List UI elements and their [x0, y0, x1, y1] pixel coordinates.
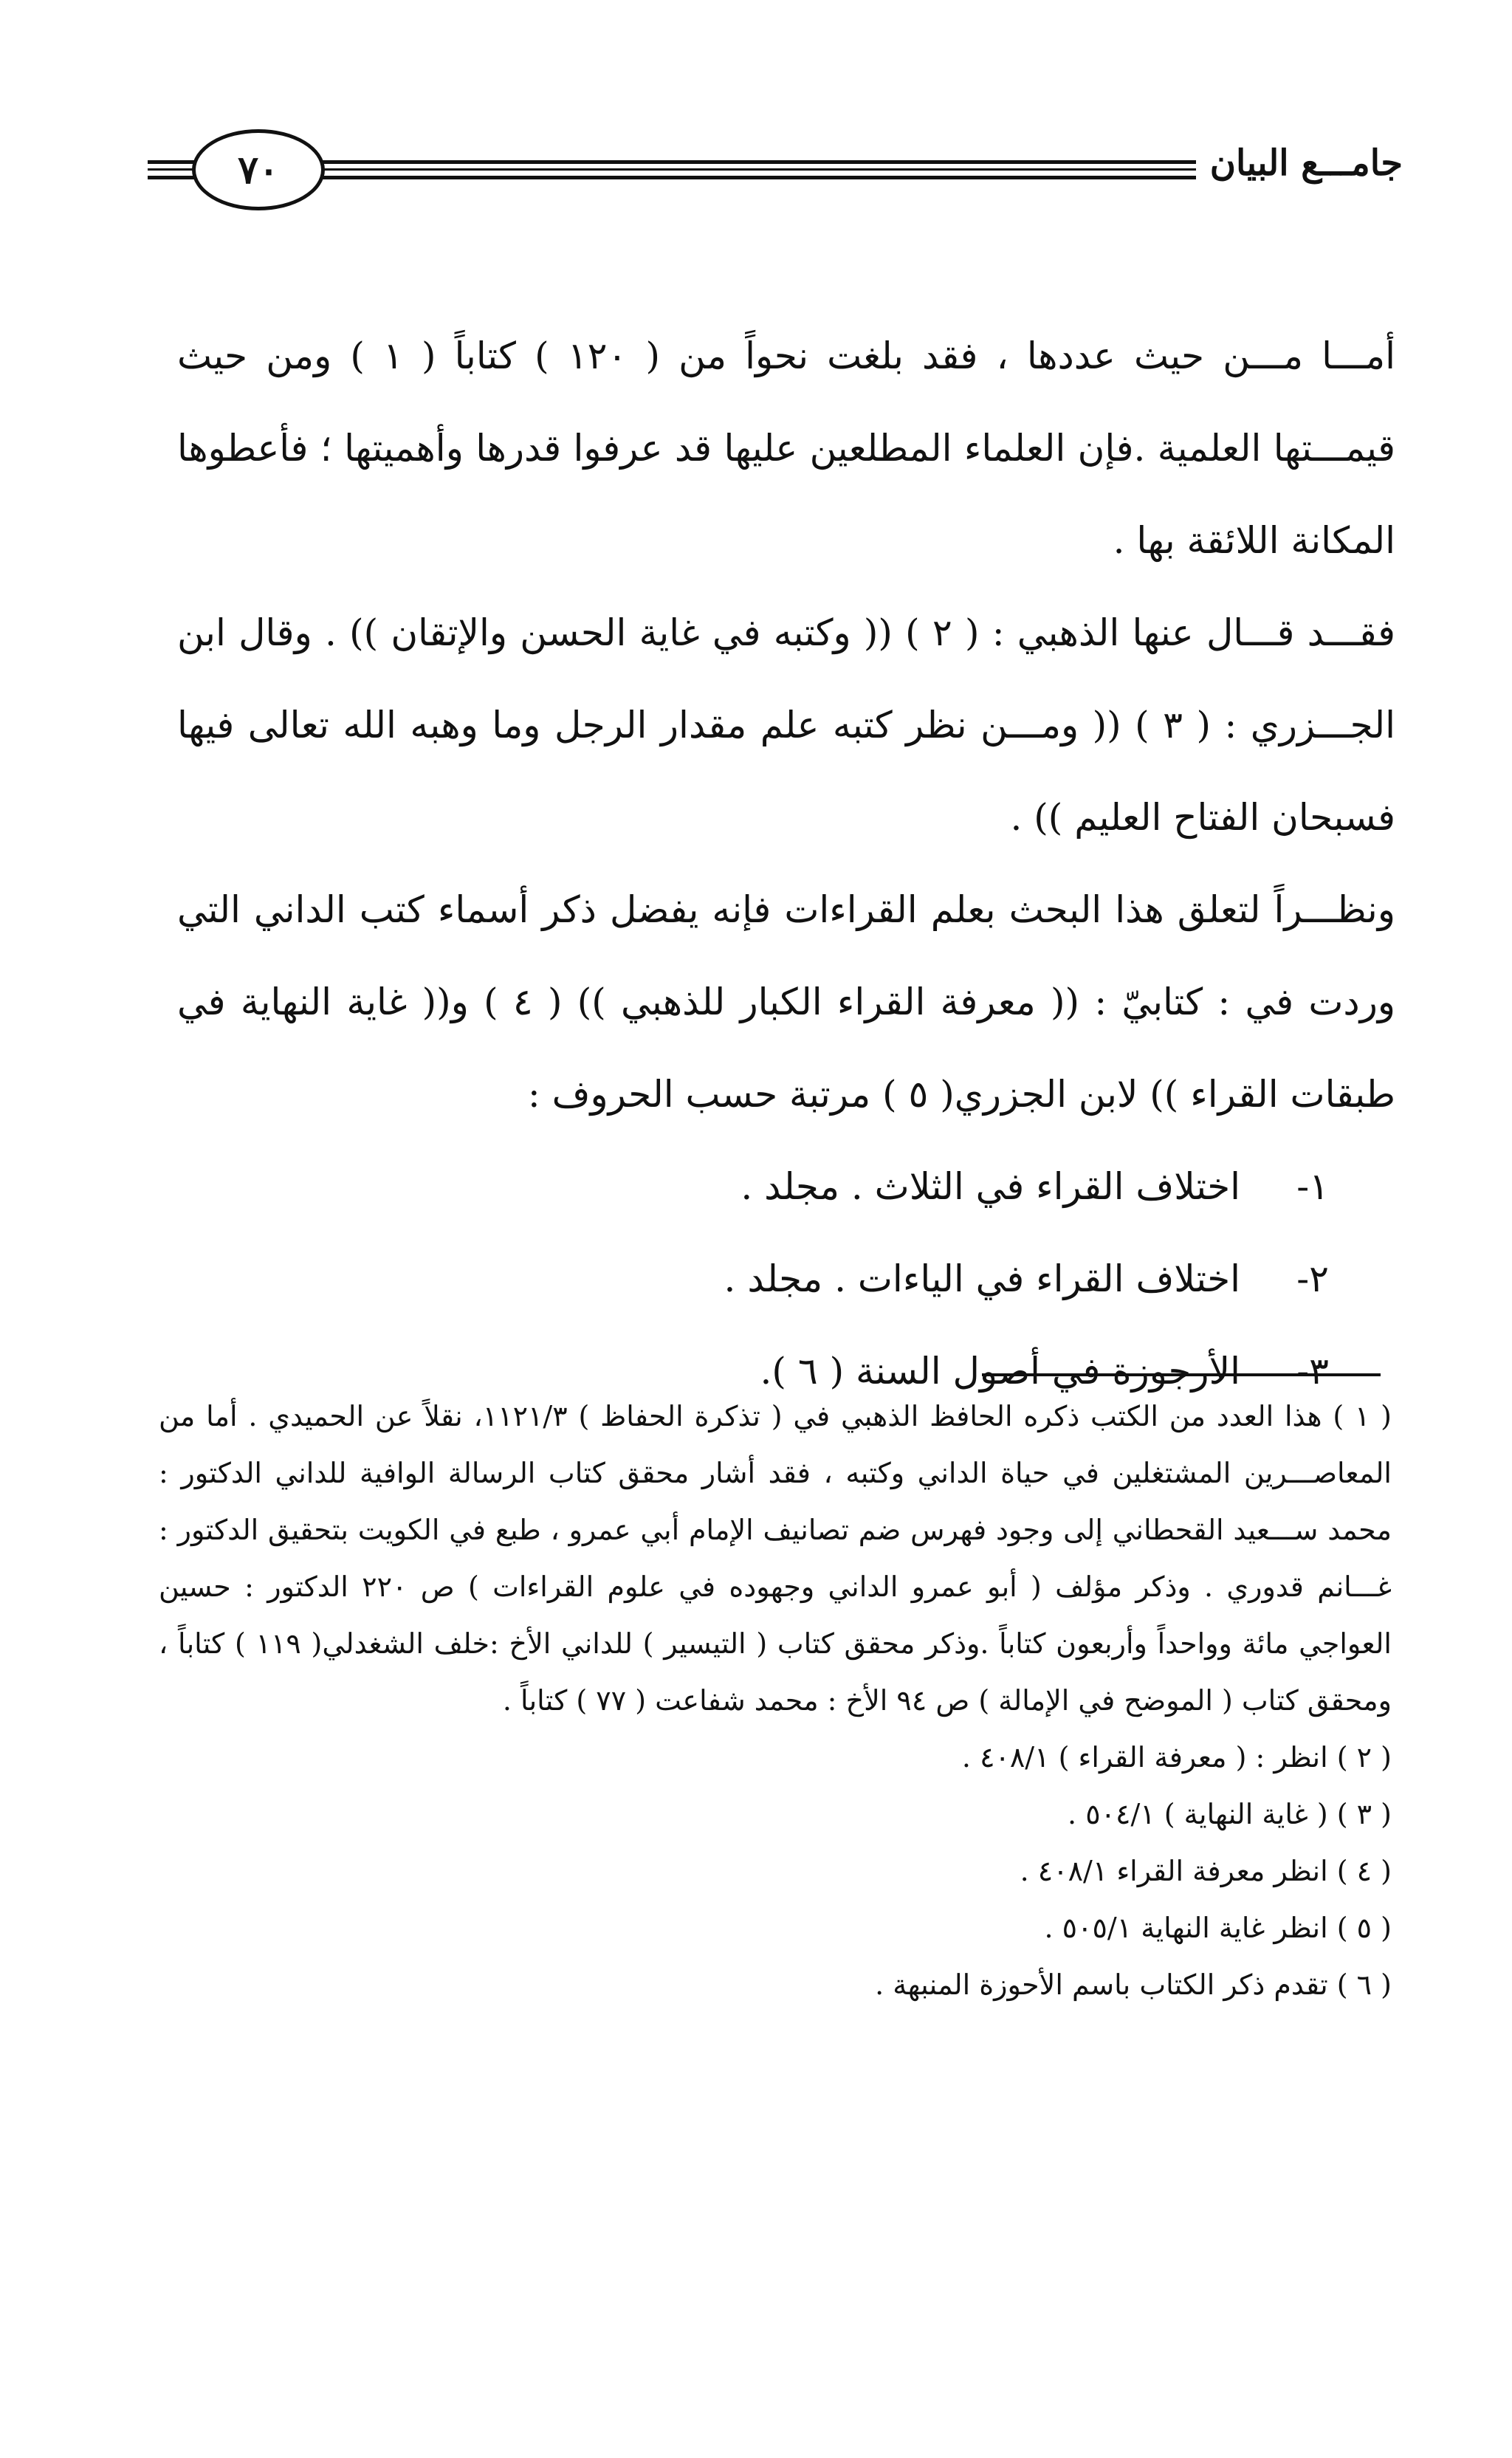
- list-item: [177, 1141, 1329, 1233]
- footnote: ( ٣ ) ( غاية النهاية ) ٥٠٤/١ .: [1068, 1798, 1392, 1830]
- footnote: ( ٤ ) انظر معرفة القراء ٤٠٨/١ .: [1020, 1855, 1392, 1887]
- paragraph: فقـــد قـــال عنها الذهبي : ( ٢ ) (( وكتبه في غاية الحسن والإتقان )) . وقال ابن الجـــزري : ( ٣ ) (( ومـــن نظر كتبه علم مقدار الرجل وما وهبه الله تعالى فيها فسبحان الفتاح العليم )) .: [177, 611, 1395, 839]
- list-item: [177, 1233, 1329, 1325]
- list-item-number: ٢-: [1296, 1257, 1329, 1300]
- list-item-text: اختلاف القراء في الثلاث . مجلد .: [740, 1165, 1240, 1208]
- page-number: ٧٠: [192, 129, 325, 210]
- footnote: ( ١ ) هذا العدد من الكتب ذكره الحافظ الذهبي في ( تذكرة الحفاظ ) ١١٢١/٣، نقلاً عن الحميدي . أما من المعاصـــرين المشتغلين في حياة الداني وكتبه ، فقد أشار محقق كتاب الرسالة الوافية للداني الدكتور : محمد ســـعيد القحطاني إلى وجود فهرس ضم تصانيف الإمام أبي عمرو ، طبع في الكويت بتحقيق الدكتور : غـــانم قدوري . وذكر مؤلف ( أبو عمرو الداني وجهوده في علوم القراءات ) ص ٢٢٠ الدكتور : حسين العواجي مائة وواحداً وأربعون كتاباً .وذكر محقق كتاب ( التيسير ) للداني الأخ :خلف الشغدلي( ١١٩ ) كتاباً ، ومحقق كتاب ( الموضح في الإمالة ) ص ٩٤ الأخ : محمد شفاعت ( ٧٧ ) كتاباً .: [159, 1400, 1392, 1717]
- list-item-text: اختلاف القراء في الياءات . مجلد .: [724, 1257, 1240, 1300]
- footnotes: [159, 1388, 1392, 2014]
- main-text: [177, 310, 1395, 1418]
- footnote: ( ٦ ) تقدم ذكر الكتاب باسم الأحوزة المنبهة .: [875, 1968, 1392, 2001]
- footnote: ( ٢ ) انظر : ( معرفة القراء ) ٤٠٨/١ .: [961, 1741, 1392, 1774]
- footnote-divider: [982, 1373, 1381, 1376]
- list-item-text: الأرجوزة في أصول السنة ( ٦ ).: [760, 1350, 1240, 1393]
- paragraph: ونظـــراً لتعلق هذا البحث بعلم القراءات فإنه يفضل ذكر أسماء كتب الداني التي وردت في : كتابيّ : (( معرفة القراء الكبار للذهبي )) ( ٤ ) و(( غاية النهاية في طبقات القراء )) لابن الجزري( ٥ ) مرتبة حسب الحروف :: [177, 888, 1395, 1116]
- list-item-number: ١-: [1296, 1165, 1329, 1208]
- page-header: [148, 129, 1403, 210]
- book-title: جامـــع البيان: [1209, 143, 1403, 184]
- paragraph: أمـــا مـــن حيث عددها ، فقد بلغت نحواً من ( ١٢٠ ) كتاباً ( ١ ) ومن حيث قيمـــتها العلمية .فإن العلماء المطلعين عليها قد عرفوا قدرها وأهميتها ؛ فأعطوها المكانة اللائقة بها .: [177, 334, 1395, 562]
- footnote: ( ٥ ) انظر غاية النهاية ٥٠٥/١ .: [1044, 1912, 1392, 1944]
- list-item-number: ٣-: [1296, 1350, 1329, 1393]
